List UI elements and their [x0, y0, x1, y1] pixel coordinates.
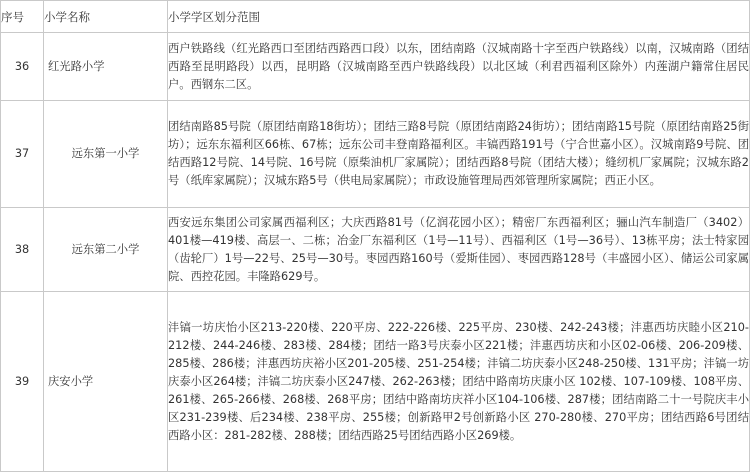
school-name: 红光路小学 — [44, 33, 168, 101]
header-number: 序号 — [1, 1, 44, 33]
row-number: 37 — [1, 101, 44, 208]
row-number: 39 — [1, 292, 44, 472]
district-range: 沣镐一坊庆怡小区213-220楼、220平房、222-226楼、225平房、230楼、242-243楼；沣惠西坊庆睦小区210-212楼、244-246楼、283楼、284楼；团结一路3号庆泰小区221楼；沣惠西坊庆和小区02-06楼、206-209楼、285楼、286楼；沣惠西坊庆裕小区201-205楼、251-254楼；沣镐二坊庆泰小区248-250楼、131平房；沣镐一坊庆泰小区264楼；沣镐二坊庆泰小区247楼、262-263楼；团结中路南坊庆康小区 102楼、107-109楼、108平房、261楼、265-266楼、268楼、268平房；团结中路南坊庆祥小区104-106楼、287楼；团结南路二十一号院庆丰小区231-239楼、后234楼、238平房、255楼；创新路甲2号创新路小区 270-280楼、270平房；团结西路6号团结西路小区：281-282楼、288楼；团结西路25号团结西路小区269楼。 — [168, 292, 750, 472]
table-row — [1, 292, 750, 472]
table-row — [1, 33, 750, 101]
header-district-range: 小学学区划分范围 — [168, 1, 750, 33]
school-name: 远东第一小学 — [44, 101, 168, 208]
district-range: 西安远东集团公司家属西福利区；大庆西路81号（亿润花园小区）；精密厂东西福利区；骊山汽车制造厂（3402）401楼—419楼、高层一、二栋；冶金厂东福利区（1号—11号）、西福利区（1号—36号）、13栋平房；法士特家园（齿轮厂）1号—22号、25号—30号。枣园西路160号（爱斯佳园）、枣园西路128号（丰盛园小区）、储运公司家属院、西控花园。丰隆路629号。 — [168, 208, 750, 292]
table-row — [1, 208, 750, 292]
school-name: 庆安小学 — [44, 292, 168, 472]
school-name: 远东第二小学 — [44, 208, 168, 292]
table-header-row — [1, 1, 750, 33]
row-number: 36 — [1, 33, 44, 101]
district-range: 西户铁路线（红光路西口至团结西路西口段）以东，团结南路（汉城南路十字至西户铁路线）以南，汉城南路（团结西路至昆明路段）以西，昆明路（汉城南路至西户铁路线段）以北区域（利君西福利区除外）内莲湖户籍常住居民户。西钢东二区。 — [168, 33, 750, 101]
table-row — [1, 101, 750, 208]
district-range: 团结南路85号院（原团结南路18街坊）；团结三路8号院（原团结南路24街坊）；团结南路15号院（原团结南路25街坊）；远东东福利区66栋、67栋；远东公司丰登南路福利区。丰镐西路191号（宁合世嘉小区）。汉城南路9号院、团结西路12号院、14号院、16号院（原柴油机厂家属院）；团结西路8号院（团结大楼）；缝纫机厂家属院；汉城东路2号（纸库家属院）；汉城东路5号（供电局家属院）；市政设施管理局西郊管理所家属院；西正小区。 — [168, 101, 750, 208]
header-school-name: 小学名称 — [44, 1, 168, 33]
row-number: 38 — [1, 208, 44, 292]
